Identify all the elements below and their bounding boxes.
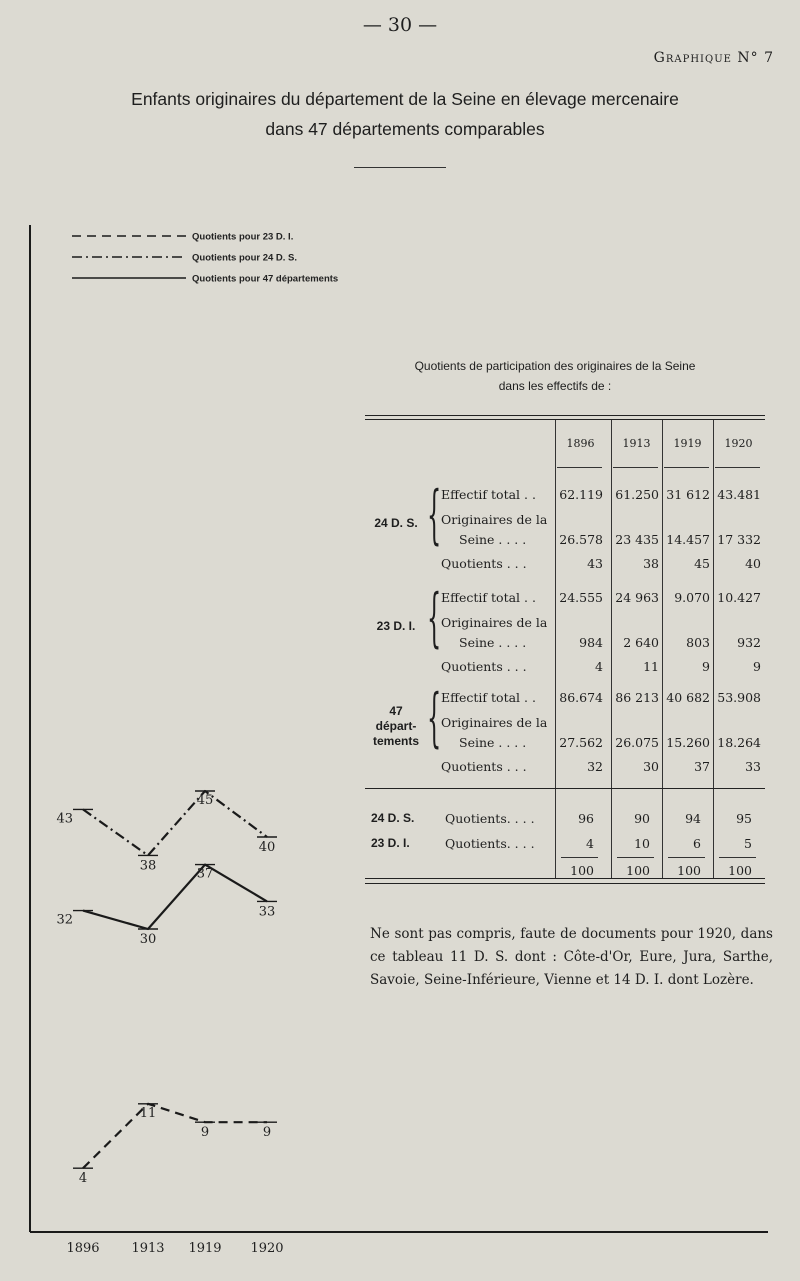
table-cell: 14.457 <box>666 532 710 547</box>
row-label: Originaires de la <box>441 715 548 730</box>
table-cell: 17 332 <box>717 532 761 547</box>
row-label: Originaires de la <box>441 615 548 630</box>
table-cell: 40 <box>745 556 761 571</box>
data-label: 9 <box>200 1125 210 1141</box>
table-cell: 33 <box>745 759 761 774</box>
table-cell: 15.260 <box>666 735 710 750</box>
legend-label: Quotients pour 24 D. S. <box>192 252 298 264</box>
page-number: — 30 — <box>362 14 438 36</box>
year-header: 1896 <box>566 437 595 450</box>
summary-cell: 96 <box>578 811 594 826</box>
row-label: Effectif total . . <box>441 690 536 705</box>
data-label: 11 <box>139 1105 157 1121</box>
x-tick-label: 1920 <box>250 1241 284 1256</box>
group-label: 47 départ- tements <box>372 703 419 748</box>
group-label: 24 D. S. <box>374 515 418 530</box>
table-cell: 11 <box>643 659 659 674</box>
summary-row-label: Quotients. . . . <box>445 811 535 826</box>
table-cell: 24 963 <box>615 590 659 605</box>
data-label: 37 <box>196 866 214 882</box>
table-cell: 45 <box>694 556 710 571</box>
table-cell: 30 <box>643 759 659 774</box>
data-label: 38 <box>139 858 157 874</box>
x-tick-label: 1913 <box>131 1241 165 1256</box>
table-cell: 62.119 <box>559 487 603 502</box>
table-cell: 9.070 <box>674 590 710 605</box>
summary-cell: 95 <box>736 811 752 826</box>
table-cell: 23 435 <box>615 532 659 547</box>
table-cell: 984 <box>579 635 603 650</box>
total-underline <box>668 857 705 858</box>
legend-label: Quotients pour 23 D. I. <box>192 231 294 243</box>
series-line <box>83 791 267 855</box>
year-header: 1919 <box>673 437 702 450</box>
summary-rule <box>365 788 765 789</box>
group-label: 23 D. I. <box>376 618 416 633</box>
table-cell: 26.578 <box>559 532 603 547</box>
summary-cell: 10 <box>634 836 650 851</box>
row-label: Quotients . . . <box>441 659 527 674</box>
table-cell: 86 213 <box>615 690 659 705</box>
data-label: 32 <box>56 912 73 928</box>
table-top-rule-2 <box>365 419 765 420</box>
data-label: 9 <box>262 1125 272 1141</box>
table-cell: 40 682 <box>666 690 710 705</box>
table-cell: 9 <box>753 659 761 674</box>
table-caption-line-1: Quotients de participation des originaires de la Seine <box>414 359 696 373</box>
title-line-2: dans 47 départements comparables <box>265 119 545 139</box>
year-header: 1920 <box>724 437 753 450</box>
total-underline <box>561 857 598 858</box>
summary-cell: 6 <box>693 836 701 851</box>
data-label: 33 <box>258 904 276 920</box>
summary-cell: 94 <box>685 811 701 826</box>
data-label: 4 <box>78 1171 88 1187</box>
row-label: Originaires de la <box>441 512 548 527</box>
table-cell: 24.555 <box>559 590 603 605</box>
title-line-1: Enfants originaires du département de la Seine en élevage mercenaire <box>131 89 679 109</box>
table-cell: 2 640 <box>623 635 659 650</box>
table-cell: 9 <box>702 659 710 674</box>
row-label: Seine . . . . <box>459 635 527 650</box>
total-cell: 100 <box>626 863 650 878</box>
table-caption-line-2: dans les effectifs de : <box>498 379 612 393</box>
header-underline <box>664 467 709 468</box>
row-label: Quotients . . . <box>441 556 527 571</box>
row-label: Quotients . . . <box>441 759 527 774</box>
group-brace: { <box>427 478 442 552</box>
graph-number: Graphique N° 7 <box>653 50 774 66</box>
table-cell: 61.250 <box>615 487 659 502</box>
header-underline <box>613 467 658 468</box>
header-underline <box>557 467 602 468</box>
header-underline <box>715 467 760 468</box>
table-bottom-rule-2 <box>365 883 765 884</box>
group-brace: { <box>427 681 442 755</box>
table-cell: 10.427 <box>717 590 761 605</box>
series-line <box>83 1104 267 1168</box>
group-brace: { <box>427 581 442 655</box>
table-cell: 4 <box>595 659 603 674</box>
table-cell: 53.908 <box>717 690 761 705</box>
data-table <box>365 415 765 899</box>
table-cell: 27.562 <box>559 735 603 750</box>
table-cell: 32 <box>587 759 603 774</box>
total-cell: 100 <box>677 863 701 878</box>
table-cell: 43.481 <box>717 487 761 502</box>
table-cell: 803 <box>686 635 710 650</box>
summary-group-label: 24 D. S. <box>371 811 415 825</box>
table-top-rule <box>365 415 765 416</box>
table-cell: 38 <box>643 556 659 571</box>
footnote: Ne sont pas compris, faute de documents pour 1920, dans ce tableau 11 D. S. dont : Côte-d'Or, Eure, Jura, Sarthe, Savoie, Seine-Inférieure, Vienne et 14 D. I. dont Lozère. <box>370 926 773 988</box>
table-cell: 31 612 <box>666 487 710 502</box>
total-cell: 100 <box>570 863 594 878</box>
table-bottom-rule <box>365 878 765 879</box>
table-cell: 86.674 <box>559 690 603 705</box>
table-cell: 18.264 <box>717 735 761 750</box>
row-label: Effectif total . . <box>441 590 536 605</box>
data-label: 30 <box>139 932 157 947</box>
summary-group-label: 23 D. I. <box>371 836 410 850</box>
legend-label: Quotients pour 47 départements <box>192 273 339 285</box>
series-line <box>83 865 267 929</box>
table-cell: 37 <box>694 759 710 774</box>
total-underline <box>617 857 654 858</box>
summary-cell: 90 <box>634 811 650 826</box>
year-header: 1913 <box>622 437 651 450</box>
row-label: Effectif total . . <box>441 487 536 502</box>
data-label: 45 <box>196 793 214 808</box>
table-cell: 932 <box>737 635 761 650</box>
x-tick-label: 1919 <box>188 1241 222 1256</box>
table-cell: 43 <box>587 556 603 571</box>
table-cell: 26.075 <box>615 735 659 750</box>
summary-cell: 4 <box>586 836 594 851</box>
total-underline <box>719 857 756 858</box>
row-label: Seine . . . . <box>459 735 527 750</box>
data-label: 40 <box>258 840 276 855</box>
row-label: Seine . . . . <box>459 532 527 547</box>
summary-cell: 5 <box>744 836 752 851</box>
total-cell: 100 <box>728 863 752 878</box>
data-label: 43 <box>56 811 73 827</box>
table-caption <box>375 356 735 396</box>
summary-row-label: Quotients. . . . <box>445 836 535 851</box>
x-tick-label: 1896 <box>66 1241 100 1256</box>
